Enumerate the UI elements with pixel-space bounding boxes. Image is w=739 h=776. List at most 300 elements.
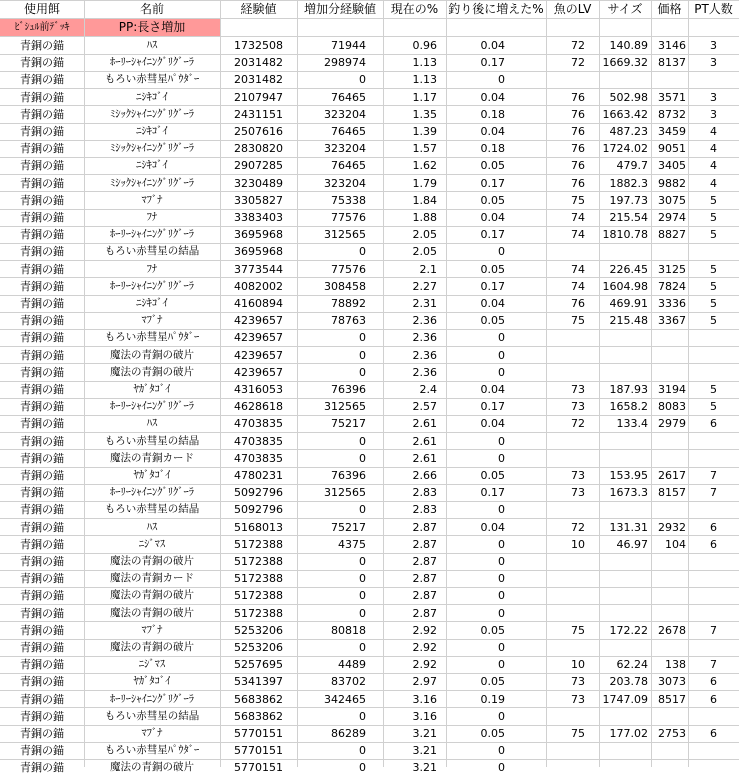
cell-bait[interactable]: 青銅の錨 [20,348,64,362]
cell-fish-lv[interactable]: 73 [571,383,585,396]
cell-pct-gain[interactable]: 0 [498,555,505,568]
cell-party-size[interactable]: 3 [710,90,717,104]
cell-bait[interactable]: 青銅の錨 [20,572,64,586]
header-exp-gain[interactable]: 増加分経験値 [303,2,376,16]
cell-current-pct[interactable]: 2.05 [412,245,437,259]
cell-name[interactable]: ﾆｼﾞﾏｽ [138,537,166,550]
cell-bait[interactable]: 青銅の錨 [20,159,64,173]
cell-size[interactable]: 187.93 [609,383,648,396]
cell-exp-gain[interactable]: 323204 [324,107,366,121]
cell-size[interactable] [599,639,651,656]
cell-bait[interactable]: 青銅の錨 [20,331,64,345]
cell-exp-gain[interactable]: 0 [359,744,366,758]
cell-name[interactable]: ﾔｶﾞﾀｺﾞｲ [133,383,171,395]
cell-price[interactable] [651,433,688,450]
cell-exp[interactable]: 5253206 [234,623,283,637]
cell-party-size[interactable] [688,587,739,604]
cell-exp-gain[interactable]: 312565 [324,486,366,500]
cell-name[interactable]: ﾊｽ [146,417,158,430]
cell-name[interactable]: 魔法の青銅の破片 [110,365,194,378]
cell-exp[interactable]: 2431151 [234,107,283,121]
cell-price[interactable]: 104 [665,537,686,551]
cell-size[interactable] [599,553,651,570]
cell-price[interactable]: 3075 [658,193,686,207]
cell-current-pct[interactable]: 2.61 [412,451,437,465]
cell-size[interactable]: 226.45 [609,262,648,276]
cell-party-size[interactable]: 6 [710,417,717,431]
cell-current-pct[interactable]: 2.27 [412,279,437,293]
cell-price[interactable] [651,708,688,725]
cell-current-pct[interactable]: 2.92 [412,658,437,672]
cell-exp[interactable]: 5770151 [234,761,283,775]
cell-current-pct[interactable]: 3.16 [412,709,437,723]
cell-exp[interactable]: 4316053 [234,383,283,396]
cell-price[interactable]: 2678 [658,623,686,637]
cell-size[interactable]: 1747.09 [602,692,648,706]
cell-size[interactable]: 1810.78 [602,228,648,242]
cell-fish-lv[interactable] [546,71,599,88]
cell-pct-gain[interactable]: 0 [498,658,505,672]
cell-fish-lv[interactable]: 75 [571,193,585,207]
cell-size[interactable]: 1882.3 [609,176,648,190]
cell-price[interactable]: 3336 [658,297,686,310]
cell-pct-gain[interactable]: 0.04 [480,297,505,310]
cell-fish-lv[interactable]: 76 [571,159,585,173]
cell-bait[interactable]: 青銅の錨 [20,692,64,706]
cell-price[interactable] [651,742,688,759]
cell-party-size[interactable]: 7 [710,658,717,672]
cell-current-pct[interactable]: 2.1 [419,262,437,276]
cell-exp[interactable]: 3695968 [234,245,283,259]
cell-party-size[interactable]: 6 [710,727,717,740]
cell-price[interactable]: 3459 [658,125,686,138]
cell-pct-gain[interactable]: 0.19 [480,692,505,706]
cell-exp-gain[interactable]: 0 [359,589,366,603]
cell-size[interactable]: 1673.3 [609,486,648,500]
cell-pct-gain[interactable]: 0 [498,331,505,345]
cell-name[interactable]: もろい赤彗星の結晶 [104,503,200,516]
cell-pct-gain[interactable]: 0.05 [480,314,505,328]
cell-size[interactable] [599,450,651,467]
cell-size[interactable]: 1604.98 [602,279,648,293]
cell-size[interactable]: 479.7 [616,159,648,173]
cell-size[interactable]: 502.98 [609,90,648,104]
cell-name[interactable]: ﾔｶﾞﾀｺﾞｲ [133,469,171,481]
cell-fish-lv[interactable]: 76 [571,142,585,156]
cell-exp[interactable]: 5172388 [234,555,283,568]
cell-party-size[interactable]: 5 [710,383,717,396]
cell-pct-gain[interactable]: 0.04 [480,211,505,224]
cell-exp[interactable]: 5092796 [234,486,283,500]
cell-name[interactable]: ﾔｶﾞﾀｺﾞｲ [133,675,171,688]
cell-price[interactable]: 2932 [658,520,686,534]
cell-pct-gain[interactable]: 0 [498,606,505,620]
cell-name[interactable]: ﾐｼｯｸｼｬｲﾆﾝｸﾞﾘｸﾞｰﾗ [110,142,194,155]
cell-fish-lv[interactable]: 74 [571,211,585,224]
cell-exp[interactable]: 4239657 [234,365,283,379]
cell-fish-lv[interactable] [546,501,599,518]
cell-bait[interactable]: 青銅の錨 [20,400,64,414]
cell-bait[interactable]: 青銅の錨 [20,125,64,138]
cell-size[interactable] [599,501,651,518]
cell-fish-lv[interactable] [546,639,599,656]
cell-current-pct[interactable]: 2.36 [412,331,437,345]
cell-fish-lv[interactable]: 72 [571,520,585,534]
cell-size[interactable]: 153.95 [609,469,648,482]
cell-name[interactable]: ﾌﾅ [146,262,158,275]
cell-party-size[interactable]: 6 [710,537,717,551]
cell-fish-lv[interactable]: 76 [571,297,585,310]
header-name[interactable]: 名前 [139,2,164,16]
deck-label-cell[interactable]: ﾋﾞｼｭﾙ前ﾃﾞｯｷ [0,19,84,36]
cell-current-pct[interactable]: 0.96 [412,39,437,52]
cell-party-size[interactable] [688,243,739,260]
cell-party-size[interactable]: 5 [710,193,717,207]
header-party-size[interactable]: PT人数 [694,2,733,16]
cell-exp-gain[interactable]: 78892 [331,297,366,310]
cell-pct-gain[interactable]: 0 [498,245,505,259]
cell-exp-gain[interactable]: 0 [359,331,366,345]
cell-price[interactable]: 3125 [658,262,686,276]
cell-size[interactable]: 46.97 [616,537,648,551]
cell-size[interactable]: 215.48 [609,314,648,328]
cell-current-pct[interactable]: 1.88 [412,211,437,224]
cell-pct-gain[interactable]: 0.18 [480,107,505,121]
cell-party-size[interactable]: 6 [710,692,717,706]
cell-pct-gain[interactable]: 0 [498,709,505,723]
cell-name[interactable]: 魔法の青銅の破片 [110,348,194,361]
cell-pct-gain[interactable]: 0.04 [480,90,505,104]
cell-name[interactable]: ﾆｼｷｺﾞｲ [136,297,168,309]
cell-price[interactable]: 8732 [658,107,686,121]
cell-name[interactable]: ﾆｼｷｺﾞｲ [136,90,168,103]
cell-current-pct[interactable]: 3.21 [412,744,437,758]
cell-size[interactable] [599,587,651,604]
cell-name[interactable]: ﾆｼﾞﾏｽ [138,658,166,671]
cell-bait[interactable]: 青銅の錨 [20,176,64,190]
cell-exp-gain[interactable]: 323204 [324,176,366,190]
cell-current-pct[interactable]: 2.61 [412,434,437,448]
cell-bait[interactable]: 青銅の錨 [20,193,64,207]
cell-pct-gain[interactable]: 0.04 [480,39,505,52]
cell-exp[interactable]: 3695968 [234,228,283,242]
cell-exp-gain[interactable]: 76465 [331,159,366,173]
cell-exp[interactable]: 2907285 [234,159,283,173]
cell-bait[interactable]: 青銅の錨 [20,383,64,396]
cell-name[interactable]: ﾐｼｯｸｼｬｲﾆﾝｸﾞﾘｸﾞｰﾗ [110,176,194,189]
cell-size[interactable] [599,708,651,725]
cell-party-size[interactable]: 3 [710,107,717,121]
cell-name[interactable]: 魔法の青銅カード [110,451,194,464]
cell-bait[interactable]: 青銅の錨 [20,262,64,276]
cell-current-pct[interactable]: 2.4 [419,383,437,396]
cell-fish-lv[interactable] [546,742,599,759]
cell-fish-lv[interactable]: 10 [571,658,585,672]
cell-bait[interactable]: 青銅の錨 [20,675,64,689]
cell-exp[interactable]: 4160894 [234,297,283,310]
cell-price[interactable]: 8517 [658,692,686,706]
cell-exp[interactable]: 3305827 [234,193,283,207]
cell-current-pct[interactable]: 2.87 [412,537,437,551]
cell-name[interactable]: ﾊｽ [146,520,158,533]
header-bait[interactable]: 使用餌 [23,2,60,16]
cell-fish-lv[interactable]: 72 [571,56,585,70]
cell-fish-lv[interactable] [546,450,599,467]
cell-exp-gain[interactable]: 75338 [331,193,366,207]
cell-pct-gain[interactable]: 0.17 [480,486,505,500]
cell-current-pct[interactable]: 3.21 [412,727,437,740]
cell-bait[interactable]: 青銅の錨 [20,434,64,448]
cell-price[interactable]: 2979 [658,417,686,431]
cell-size[interactable]: 203.78 [609,675,648,689]
cell-fish-lv[interactable]: 73 [571,675,585,689]
cell-party-size[interactable]: 6 [710,520,717,534]
cell-party-size[interactable] [688,501,739,518]
cell-bait[interactable]: 青銅の錨 [20,537,64,551]
cell-party-size[interactable] [688,605,739,622]
cell-exp-gain[interactable]: 0 [359,434,366,448]
cell-size[interactable]: 469.91 [609,297,648,310]
cell-price[interactable] [651,347,688,364]
cell-fish-lv[interactable] [546,364,599,381]
cell-exp-gain[interactable]: 308458 [324,279,366,293]
cell-price[interactable]: 3367 [658,314,686,328]
cell-price[interactable] [651,501,688,518]
cell-party-size[interactable] [688,570,739,587]
cell-party-size[interactable] [688,364,739,381]
cell-price[interactable]: 2617 [658,469,686,482]
cell-pct-gain[interactable]: 0 [498,348,505,362]
cell-fish-lv[interactable] [546,708,599,725]
cell-party-size[interactable] [688,450,739,467]
cell-exp[interactable]: 5168013 [234,520,283,534]
cell-exp[interactable]: 5683862 [234,709,283,723]
cell-name[interactable]: 魔法の青銅の破片 [110,589,194,602]
cell-size[interactable] [599,364,651,381]
cell-name[interactable]: ﾎｰﾘｰｼｬｲﾆﾝｸﾞﾘｸﾞｰﾗ [110,400,194,413]
cell-exp-gain[interactable]: 77576 [331,211,366,224]
cell-pct-gain[interactable]: 0.04 [480,520,505,534]
cell-fish-lv[interactable]: 74 [571,228,585,242]
cell-pct-gain[interactable]: 0 [498,365,505,379]
cell-current-pct[interactable]: 2.05 [412,228,437,242]
cell-price[interactable]: 3146 [658,39,686,52]
cell-party-size[interactable]: 3 [710,56,717,70]
cell-pct-gain[interactable]: 0.17 [480,400,505,414]
cell-exp-gain[interactable]: 298974 [324,56,366,70]
cell-exp[interactable]: 4239657 [234,348,283,362]
cell-exp[interactable]: 1732508 [234,39,283,52]
cell-fish-lv[interactable]: 73 [571,486,585,500]
cell-pct-gain[interactable]: 0 [498,572,505,586]
cell-price[interactable]: 2753 [658,727,686,740]
cell-name[interactable]: もろい赤彗星ﾊﾟｳﾀﾞｰ [104,331,200,344]
cell-bait[interactable]: 青銅の錨 [20,520,64,534]
cell-exp[interactable]: 2031482 [234,73,283,87]
cell-size[interactable] [599,759,651,776]
cell-price[interactable] [651,553,688,570]
cell-current-pct[interactable]: 2.87 [412,572,437,586]
cell-name[interactable]: ﾆｼｷｺﾞｲ [136,159,168,172]
cell-party-size[interactable] [688,553,739,570]
cell-pct-gain[interactable]: 0 [498,434,505,448]
cell-exp[interactable]: 2830820 [234,142,283,156]
cell-bait[interactable]: 青銅の錨 [20,73,64,87]
cell-size[interactable]: 131.31 [609,520,648,534]
cell-bait[interactable]: 青銅の錨 [20,744,64,758]
cell-price[interactable] [651,587,688,604]
cell-size[interactable] [599,605,651,622]
cell-party-size[interactable] [688,759,739,776]
cell-bait[interactable]: 青銅の錨 [20,417,64,431]
cell-party-size[interactable]: 5 [710,314,717,328]
cell-price[interactable]: 3194 [658,383,686,396]
cell-exp[interactable]: 5172388 [234,589,283,603]
cell-name[interactable]: もろい赤彗星ﾊﾟｳﾀﾞｰ [104,73,200,86]
cell-exp[interactable]: 4628618 [234,400,283,414]
cell-bait[interactable]: 青銅の錨 [20,469,64,482]
cell-bait[interactable]: 青銅の錨 [20,245,64,259]
cell-price[interactable]: 3405 [658,159,686,173]
cell-pct-gain[interactable]: 0.04 [480,125,505,138]
cell-fish-lv[interactable]: 73 [571,692,585,706]
cell-fish-lv[interactable] [546,759,599,776]
header-price[interactable]: 価格 [657,2,682,16]
cell-name[interactable]: 魔法の青銅の破片 [110,606,194,619]
cell-bait[interactable]: 青銅の錨 [20,623,64,637]
cell-party-size[interactable]: 3 [710,39,717,52]
cell-pct-gain[interactable]: 0.17 [480,56,505,70]
cell-exp[interactable]: 3230489 [234,176,283,190]
cell-name[interactable]: ﾏﾌﾞﾅ [141,314,163,327]
cell-exp-gain[interactable]: 83702 [331,675,366,689]
cell-party-size[interactable]: 7 [710,469,717,482]
cell-current-pct[interactable]: 2.87 [412,589,437,603]
cell-price[interactable] [651,450,688,467]
cell-exp[interactable]: 2031482 [234,56,283,70]
cell-party-size[interactable]: 6 [710,675,717,689]
cell-fish-lv[interactable] [546,243,599,260]
cell-pct-gain[interactable]: 0 [498,73,505,87]
cell-exp[interactable]: 3383403 [234,211,283,224]
cell-party-size[interactable]: 5 [710,262,717,276]
cell-price[interactable] [651,759,688,776]
cell-size[interactable]: 172.22 [609,623,648,637]
cell-party-size[interactable] [688,71,739,88]
cell-current-pct[interactable]: 3.16 [412,692,437,706]
cell-size[interactable] [599,742,651,759]
header-size[interactable]: サイズ [607,2,643,16]
cell-price[interactable]: 3571 [658,90,686,104]
cell-bait[interactable]: 青銅の錨 [20,451,64,465]
cell-name[interactable]: 魔法の青銅の破片 [110,761,194,774]
cell-fish-lv[interactable]: 72 [571,39,585,52]
cell-current-pct[interactable]: 1.13 [412,73,437,87]
cell-fish-lv[interactable] [546,553,599,570]
cell-pct-gain[interactable]: 0.05 [480,623,505,637]
cell-current-pct[interactable]: 2.61 [412,417,437,431]
cell-exp[interactable]: 4239657 [234,331,283,345]
cell-exp-gain[interactable]: 342465 [324,692,366,706]
cell-fish-lv[interactable]: 73 [571,469,585,482]
cell-exp-gain[interactable]: 0 [359,451,366,465]
cell-size[interactable] [599,570,651,587]
cell-party-size[interactable]: 5 [710,279,717,293]
cell-price[interactable] [651,570,688,587]
cell-exp[interactable]: 5092796 [234,503,283,517]
cell-exp[interactable]: 4780231 [234,469,283,482]
cell-bait[interactable]: 青銅の錨 [20,486,64,500]
cell-exp-gain[interactable]: 0 [359,709,366,723]
cell-exp-gain[interactable]: 0 [359,503,366,517]
cell-price[interactable]: 8157 [658,486,686,500]
cell-current-pct[interactable]: 2.97 [412,675,437,689]
cell-name[interactable]: ﾎｰﾘｰｼｬｲﾆﾝｸﾞﾘｸﾞｰﾗ [110,692,194,705]
cell-current-pct[interactable]: 1.62 [412,159,437,173]
cell-party-size[interactable]: 4 [710,125,717,138]
cell-exp-gain[interactable]: 80818 [331,623,366,637]
cell-name[interactable]: ﾏﾌﾞﾅ [141,193,163,206]
cell-current-pct[interactable]: 1.39 [412,125,437,138]
cell-current-pct[interactable]: 1.35 [412,107,437,121]
cell-price[interactable] [651,639,688,656]
cell-pct-gain[interactable]: 0 [498,589,505,603]
cell-fish-lv[interactable] [546,570,599,587]
cell-exp-gain[interactable]: 0 [359,641,366,654]
cell-bait[interactable]: 青銅の錨 [20,709,64,723]
cell-pct-gain[interactable]: 0.17 [480,228,505,242]
cell-exp-gain[interactable]: 0 [359,606,366,620]
cell-pct-gain[interactable]: 0.05 [480,469,505,482]
cell-current-pct[interactable]: 2.87 [412,606,437,620]
cell-exp[interactable]: 4082002 [234,279,283,293]
cell-exp[interactable]: 5172388 [234,572,283,586]
header-fish-lv[interactable]: 魚のLV [553,2,592,16]
cell-party-size[interactable] [688,639,739,656]
cell-bait[interactable]: 青銅の錨 [20,90,64,104]
cell-party-size[interactable]: 5 [710,211,717,224]
cell-fish-lv[interactable]: 75 [571,727,585,740]
cell-exp[interactable]: 5683862 [234,692,283,706]
cell-current-pct[interactable]: 3.21 [412,761,437,775]
cell-bait[interactable]: 青銅の錨 [20,555,64,568]
cell-bait[interactable]: 青銅の錨 [20,142,64,156]
cell-size[interactable]: 1663.42 [602,107,648,121]
cell-party-size[interactable] [688,708,739,725]
cell-exp[interactable]: 5253206 [234,641,283,654]
cell-current-pct[interactable]: 2.36 [412,348,437,362]
cell-bait[interactable]: 青銅の錨 [20,56,64,70]
cell-name[interactable]: ﾌﾅ [146,211,158,223]
cell-pct-gain[interactable]: 0.05 [480,727,505,740]
cell-bait[interactable]: 青銅の錨 [20,641,64,654]
cell-exp-gain[interactable]: 77576 [331,262,366,276]
cell-fish-lv[interactable]: 76 [571,90,585,104]
cell-pct-gain[interactable]: 0.17 [480,279,505,293]
header-current-pct[interactable]: 現在の% [390,2,439,16]
cell-name[interactable]: ﾎｰﾘｰｼｬｲﾆﾝｸﾞﾘｸﾞｰﾗ [110,486,194,499]
cell-party-size[interactable]: 7 [710,623,717,637]
cell-price[interactable]: 3073 [658,675,686,689]
cell-name[interactable]: ﾏﾌﾞﾅ [141,623,163,636]
cell-size[interactable]: 487.23 [609,125,648,138]
cell-pct-gain[interactable]: 0 [498,744,505,758]
cell-pct-gain[interactable]: 0.04 [480,417,505,431]
cell-bait[interactable]: 青銅の錨 [20,297,64,310]
cell-party-size[interactable]: 5 [710,400,717,414]
cell-party-size[interactable]: 7 [710,486,717,500]
cell-price[interactable]: 138 [665,658,686,672]
